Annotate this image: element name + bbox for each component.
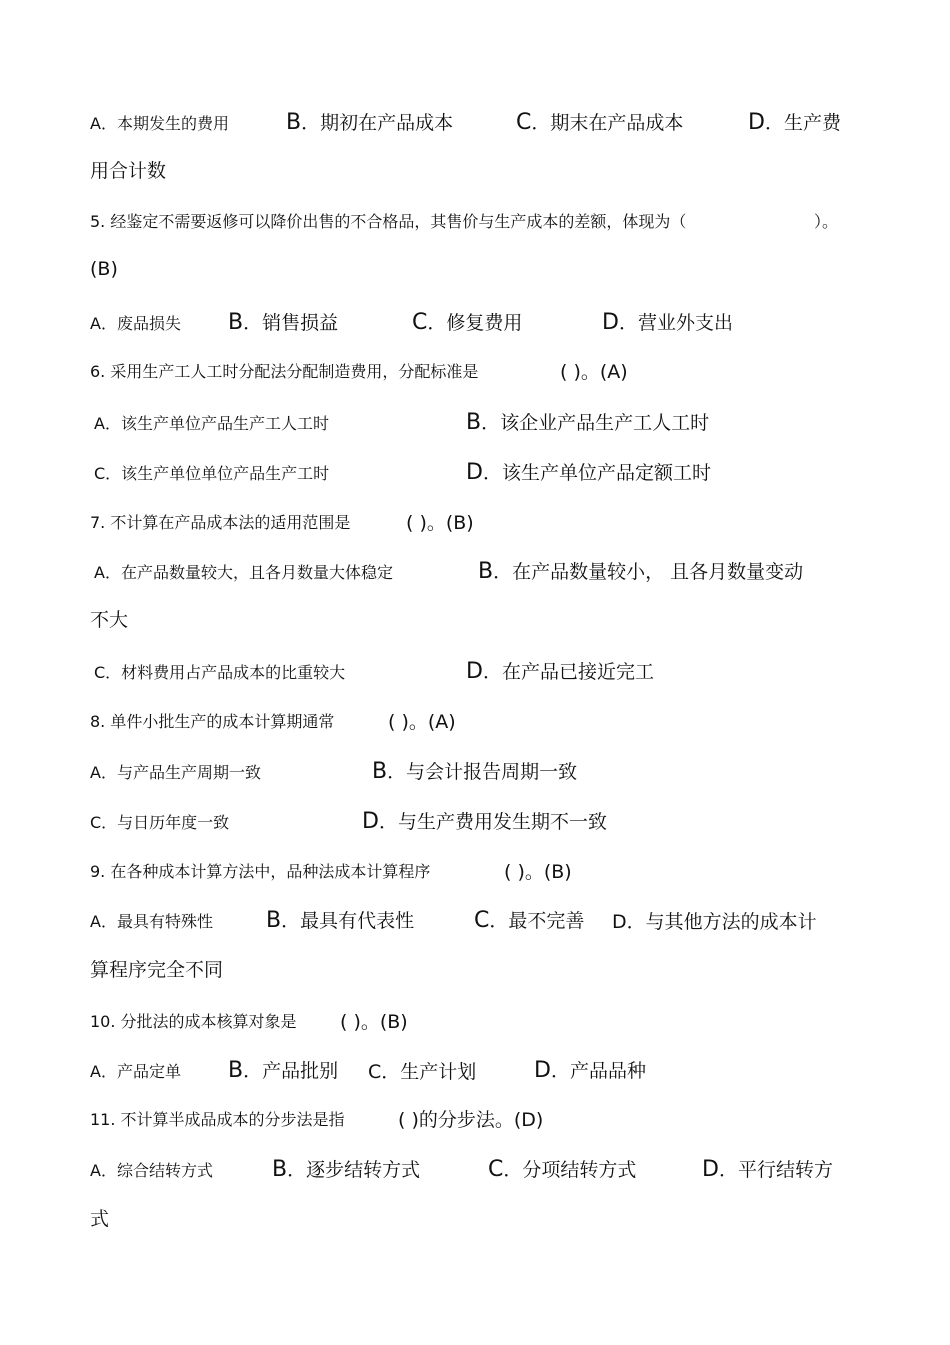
q6-stem: 6. 采用生产工人工时分配法分配制造费用，分配标准是 — [90, 362, 479, 381]
q9-option-c: C．最不完善 — [474, 908, 585, 933]
q10-stem: 10. 分批法的成本核算对象是 — [90, 1012, 297, 1031]
q5-stem: 5. 经鉴定不需要返修可以降价出售的不合格品，其售价与生产成本的差额，体现为（ — [90, 212, 687, 231]
q5-close-paren: ）。 — [814, 212, 839, 231]
q8-stem: 8. 单件小批生产的成本计算期通常 — [90, 712, 335, 731]
q5-option-d: D．营业外支出 — [602, 310, 733, 335]
q7-stem: 7. 不计算在产品成本法的适用范围是 — [90, 513, 351, 532]
q4-option-d: D．生产费 — [748, 110, 841, 135]
q8-paren-answer: ( )。(A) — [388, 711, 456, 733]
q5-option-b: B．销售损益 — [228, 310, 339, 335]
q8-option-c: C．与日历年度一致 — [90, 813, 230, 832]
q6-stem-row — [90, 359, 628, 383]
q9-option-d: D．与其他方法的成本计 — [612, 911, 817, 933]
q10-option-b: B．产品批别 — [228, 1058, 339, 1083]
q4-option-c: C．期末在产品成本 — [516, 110, 684, 135]
q11-stem: 11. 不计算半成品成本的分步法是指 — [90, 1110, 345, 1129]
q9-option-d-continuation: 算程序完全不同 — [90, 959, 224, 981]
q5-answer: (B) — [90, 258, 118, 280]
q7-option-b-continuation: 不大 — [90, 609, 129, 631]
q9-option-a: A．最具有特殊性 — [90, 912, 213, 931]
q10-stem-row — [90, 1009, 408, 1033]
q7-option-c: C．材料费用占产品成本的比重较大 — [94, 663, 346, 682]
q9-option-b: B．最具有代表性 — [266, 908, 415, 933]
q9-stem: 9. 在各种成本计算方法中，品种法成本计算程序 — [90, 862, 431, 881]
q11-option-d-continuation: 式 — [90, 1208, 110, 1230]
q6-paren-answer: ( )。(A) — [560, 361, 628, 383]
q7-option-b: B．在产品数量较小， 且各月数量变动 — [478, 559, 804, 584]
q11-option-a: A．综合结转方式 — [90, 1161, 213, 1180]
q4-option-a: A．本期发生的费用 — [90, 114, 229, 133]
q11-option-d: D．平行结转方 — [702, 1157, 833, 1182]
q4-option-d-continuation: 用合计数 — [90, 160, 167, 182]
q5-option-a: A．废品损失 — [90, 314, 181, 333]
q7-paren-answer: ( )。(B) — [406, 512, 474, 534]
q10-option-a: A．产品定单 — [90, 1062, 181, 1081]
q10-paren-answer: ( )。(B) — [340, 1011, 408, 1033]
q4-option-b: B．期初在产品成本 — [286, 110, 454, 135]
q11-option-b: B．逐步结转方式 — [272, 1157, 421, 1182]
q6-option-c: C．该生产单位单位产品生产工时 — [94, 464, 330, 483]
q6-option-a: A．该生产单位产品生产工人工时 — [94, 414, 329, 433]
q9-stem-row — [90, 859, 572, 883]
q8-option-d: D．与生产费用发生期不一致 — [362, 809, 607, 834]
q11-option-c: C．分项结转方式 — [488, 1157, 637, 1182]
q8-stem-row — [90, 709, 456, 733]
q11-paren-answer: ( )的分步法。(D) — [398, 1109, 544, 1131]
q10-option-d: D．产品品种 — [534, 1058, 646, 1083]
q7-stem-row — [90, 510, 474, 534]
q7-option-d: D．在产品已接近完工 — [466, 659, 654, 684]
q9-paren-answer: ( )。(B) — [504, 861, 572, 883]
q11-stem-row — [90, 1107, 544, 1131]
q6-option-d: D．该生产单位产品定额工时 — [466, 460, 711, 485]
q6-option-b: B．该企业产品生产工人工时 — [466, 410, 710, 435]
q7-option-a: A．在产品数量较大，且各月数量大体稳定 — [94, 563, 393, 582]
q8-option-b: B．与会计报告周期一致 — [372, 759, 578, 784]
q5-stem-row — [90, 209, 839, 232]
q5-option-c: C．修复费用 — [412, 310, 523, 335]
q8-option-a: A．与产品生产周期一致 — [90, 763, 261, 782]
q10-option-c: C．生产计划 — [368, 1061, 477, 1083]
